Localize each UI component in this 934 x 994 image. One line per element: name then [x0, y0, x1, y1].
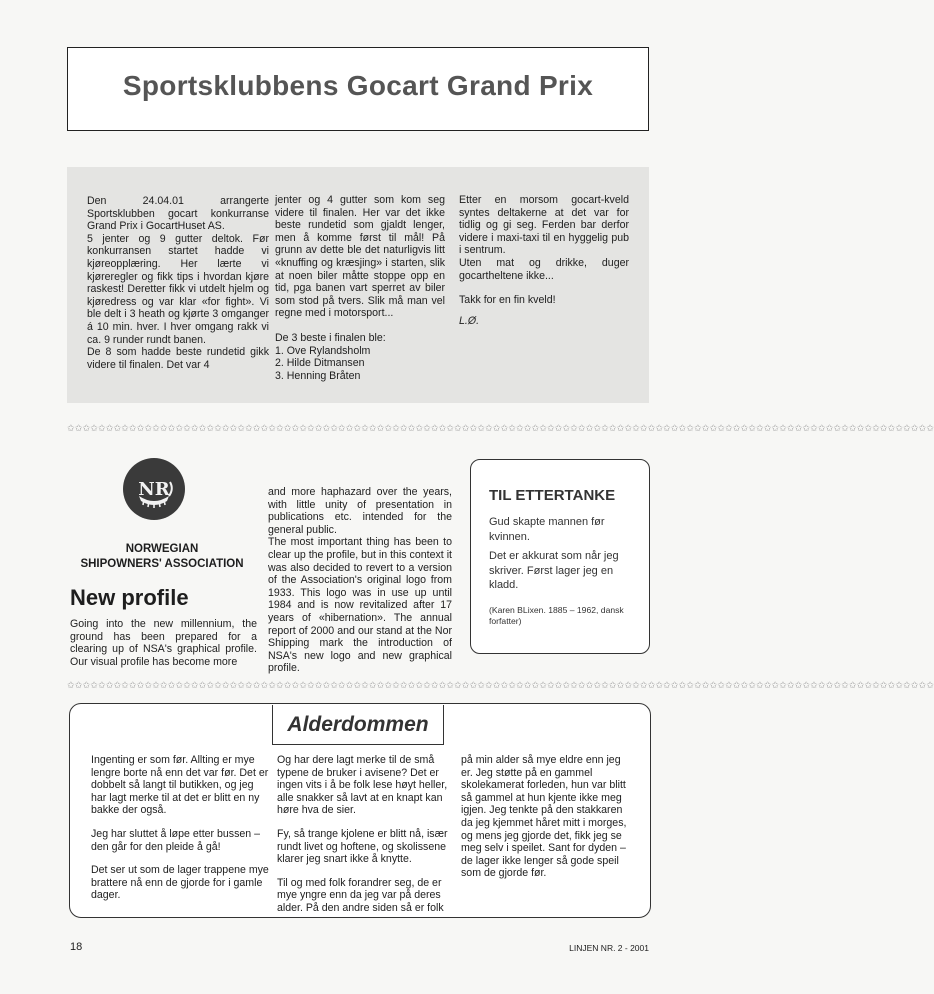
alder-col-2: [277, 754, 453, 915]
ettertanke-line-2: Det er akkurat som når jeg skriver. Først lager jeg en kladd.: [489, 550, 619, 591]
alder-col-1-para-3: Det ser ut som de lager trappene mye brattere nå enn de gjorde for i gamle dager.: [91, 864, 269, 902]
result-2: 2. Hilde Ditmansen: [275, 357, 365, 370]
alder-col-1-para-1: Ingenting er som før. Allting er mye lengre borte nå enn det var før. Det er dobbelt så langt til butikken, og jeg har lagt merke til at det er blitt en ny bakke der også.: [91, 754, 269, 817]
alder-col-1: [91, 754, 269, 902]
gocart-col-2-text: jenter og 4 gutter som kom seg videre til finalen. Her var det ikke beste rundetid som gjaldt lenger, men å komme først til mål! På grunn av dette ble det naturligvis litt «knuffing og kræsjing» i starten, slik at noen biler måtte stoppe opp en tid, pga banen vart sperret av biler som stod på tvers. Slik må man vel regne med i motorsport...: [275, 194, 445, 320]
results-heading: De 3 beste i finalen ble:: [275, 331, 386, 344]
logo-letters: NR: [138, 479, 170, 500]
alder-col-2-para-3: Til og med folk forandrer seg, de er mye yngre enn da jeg var på deres alder. På den andre siden så er folk: [277, 876, 444, 914]
gocart-thanks: Takk for en fin kveld!: [459, 294, 556, 307]
gocart-col-2: [275, 194, 445, 382]
result-1: 1. Ove Rylandsholm: [275, 344, 371, 357]
alder-col-2-para-2: Fy, så trange kjolene er blitt nå, især rundt livet og hoftene, og skolissene klarer jeg snart ikke å knytte.: [277, 827, 448, 866]
alder-col-1-para-2: Jeg har sluttet å løpe etter bussen – den går for den pleide å gå!: [91, 827, 261, 853]
ettertanke-box: [470, 459, 650, 654]
issue-label: LINJEN NR. 2 - 2001: [569, 943, 649, 953]
ettertanke-line-1: Gud skapte mannen før kvinnen.: [489, 516, 605, 543]
page-title: Sportsklubbens Gocart Grand Prix: [122, 70, 594, 101]
gocart-col-1: Den 24.04.01 arrangerte Sportsklubben gocart konkurranse Grand Prix i GocartHuset AS. 5 jenter og 9 gutter deltok. Før konkurransen startet hadde vi kjøreopplæring. Her lærte vi kjøreregler og fikk tips i hvordan kjøre raskest! Deretter fikk vi utdelt hjelm og kjøredress og var klar «for fight». Vi ble delt i 3 heath og kjørte 3 omganger á 10 min. hver. I hver omgang rakk vi ca. 9 runder rundt banen. De 8 som hadde beste rundetid gikk videre til finalen. Det var 4: [87, 195, 269, 371]
new-profile-heading: New profile: [70, 585, 189, 610]
alder-col-2-para-1: Og har dere lagt merke til de små typene de bruker i avisene? Det er ingen vits i å be folk lese høyt heller, alle snakker så lavt at en knapt kan høre hva de sier.: [277, 754, 448, 817]
alderdommen-title: Alderdommen: [287, 713, 429, 736]
result-3: 3. Henning Bråten: [275, 369, 361, 382]
star-divider-2: ✩✩✩✩✩✩✩✩✩✩✩✩✩✩✩✩✩✩✩✩✩✩✩✩✩✩✩✩✩✩✩✩✩✩✩✩✩✩✩✩✩✩✩✩✩✩✩✩✩✩✩✩✩✩✩✩✩✩✩✩✩✩✩✩✩✩✩✩✩✩✩✩✩✩✩✩✩✩✩✩✩✩✩✩✩✩✩✩✩✩✩✩✩✩✩✩✩✩✩✩✩✩✩✩✩✩✩✩✩✩✩✩: [67, 680, 934, 690]
alderdommen-title-box: [272, 705, 444, 745]
ettertanke-title: TIL ETTERTANKE: [489, 487, 616, 504]
gocart-col-3-text: Etter en morsom gocart-kveld syntes deltakerne at det var for tidlig og gi seg. Ferden bar derfor videre i maxi-taxi til en hyggelig pub i sentrum. Uten mat og drikke, duger gocartheltene ikke...: [459, 194, 629, 282]
ship-emblem-icon: [123, 458, 185, 520]
nsa-col-1: Going into the new millennium, the ground has been prepared for a clearing up of NSA's graphical profile. Our visual profile has become more: [70, 618, 257, 668]
gocart-signature: L.Ø.: [459, 314, 480, 327]
title-box: [67, 47, 649, 131]
page-number: 18: [70, 941, 83, 953]
alder-col-3: på min alder så mye eldre enn jeg er. Jeg støtte på en gammel skolekamerat forleden, hun var blitt så gammel at hun kjente ikke meg igjen. Jeg tenkte på den stakkaren da jeg kjemmet håret mitt i morges, og mens jeg gjorde det, fikk jeg se meg selv i speilet. Sant for dyden – de lager ikke lenger så gode speil som de gjorde før.: [461, 754, 627, 880]
nsa-col-2: and more haphazard over the years, with little unity of presentation in publications etc. intended for the general public. The most important thing has been to clear up the profile, but in this context it was also decided to revert to a version of the Association's original logo from 1933. This logo was in use up until 1984 and is now revitalized after 17 years of «hibernation». The annual report of 2000 and our stand at the Nor Shipping mark the introduction of NSA's new logo and new graphical profile.: [268, 486, 452, 675]
nsa-logo: [123, 458, 185, 520]
org-name: NORWEGIAN SHIPOWNERS' ASSOCIATION: [80, 543, 244, 570]
ettertanke-credit: (Karen BLixen. 1885 – 1962, dansk forfatter): [489, 605, 624, 626]
star-divider-1: ✩✩✩✩✩✩✩✩✩✩✩✩✩✩✩✩✩✩✩✩✩✩✩✩✩✩✩✩✩✩✩✩✩✩✩✩✩✩✩✩✩✩✩✩✩✩✩✩✩✩✩✩✩✩✩✩✩✩✩✩✩✩✩✩✩✩✩✩✩✩✩✩✩✩✩✩✩✩✩✩✩✩✩✩✩✩✩✩✩✩✩✩✩✩✩✩✩✩✩✩✩✩✩✩✩✩✩✩✩✩✩✩: [67, 423, 934, 433]
gocart-col-3: [459, 194, 629, 327]
